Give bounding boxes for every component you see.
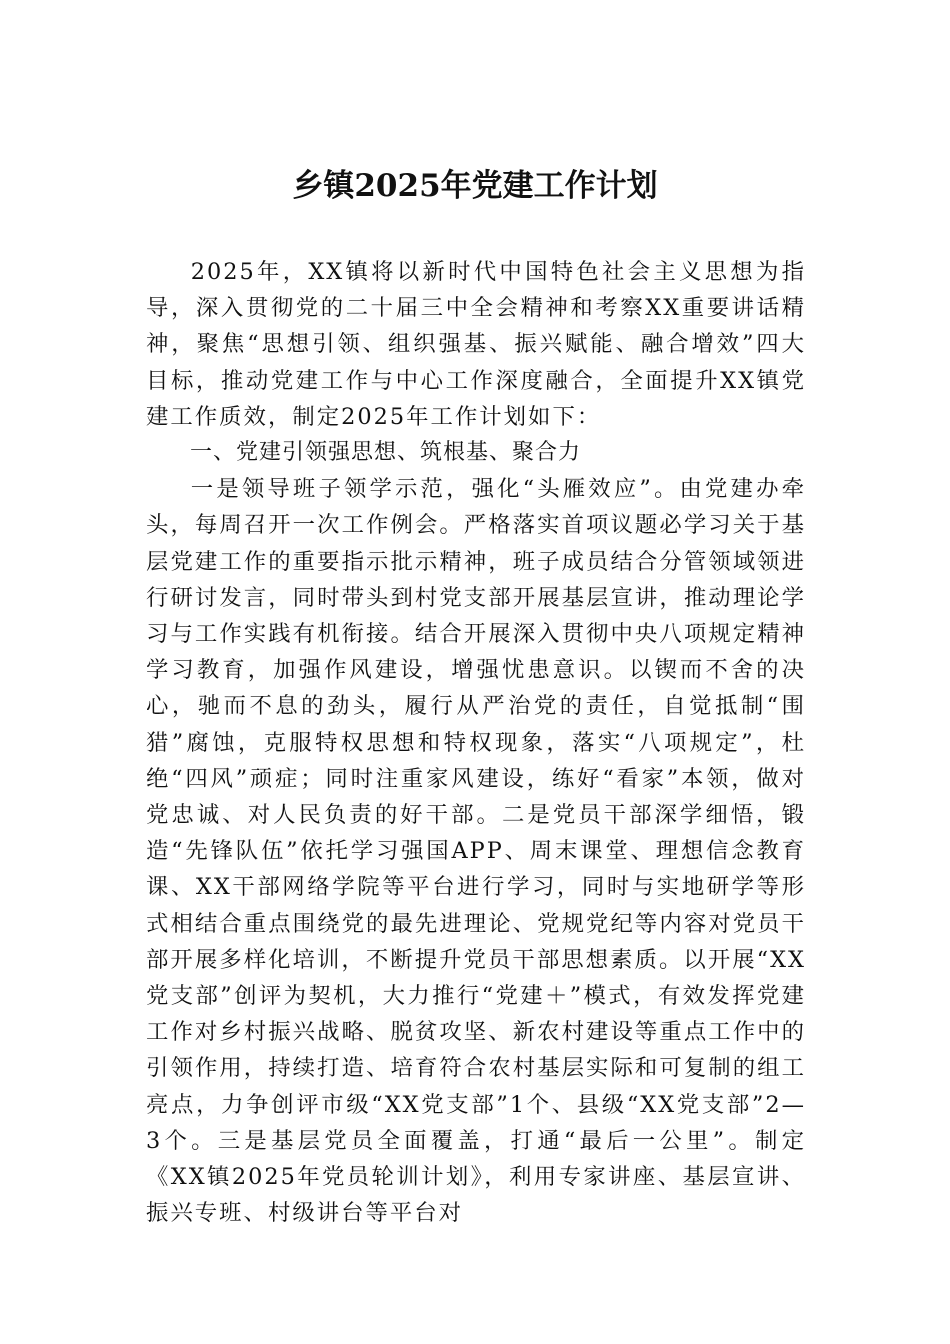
section-heading: 一、党建引领强思想、筑根基、聚合力 — [190, 440, 582, 466]
document-body — [146, 254, 806, 1231]
section-paragraph: 一是领导班子领学示范，强化“头雁效应”。由党建办牵头，每周召开一次工作例会。严格落实首项议题必学习关于基层党建工作的重要指示批示精神，班子成员结合分管领域领进行研讨发言，同时带头到村党支部开展基层宣讲，推动理论学习与工作实践有机衔接。结合开展深入贯彻中央八项规定精神学习教育，加强作风建设，增强忧患意识。以锲而不舍的决心，驰而不息的劲头，履行从严治党的责任，自觉抵制“围猎”腐蚀，克服特权思想和特权现象，落实“八项规定”，杜绝“四风”顽症；同时注重家风建设，练好“看家”本领，做对党忠诚、对人民负责的好干部。二是党员干部深学细悟，锻造“先锋队伍”依托学习强国APP、周末课堂、理想信念教育课、XX干部网络学院等平台进行学习，同时与实地研学等形式相结合重点围绕党的最先进理论、党规党纪等内容对党员干部开展多样化培训，不断提升党员干部思想素质。以开展“XX党支部”创评为契机，大力推行“党建＋”模式，有效发挥党建工作对乡村振兴战略、脱贫攻坚、新农村建设等重点工作中的引领作用，持续打造、培育符合农村基层实际和可复制的组工亮点，力争创评市级“XX党支部”1个、县级“XX党支部”2—3个。三是基层党员全面覆盖，打通“最后一公里”。制定《XX镇2025年党员轮训计划》，利用专家讲座、基层宣讲、振兴专班、村级讲台等平台对 — [146, 476, 806, 1227]
document-title: 乡镇2025年党建工作计划 — [292, 168, 658, 204]
intro-paragraph: 2025年，XX镇将以新时代中国特色社会主义思想为指导，深入贯彻党的二十届三中全会精神和考察XX重要讲话精神，聚焦“思想引领、组织强基、振兴赋能、融合增效”四大目标，推动党建工作与中心工作深度融合，全面提升XX镇党建工作质效，制定2025年工作计划如下： — [146, 259, 806, 430]
